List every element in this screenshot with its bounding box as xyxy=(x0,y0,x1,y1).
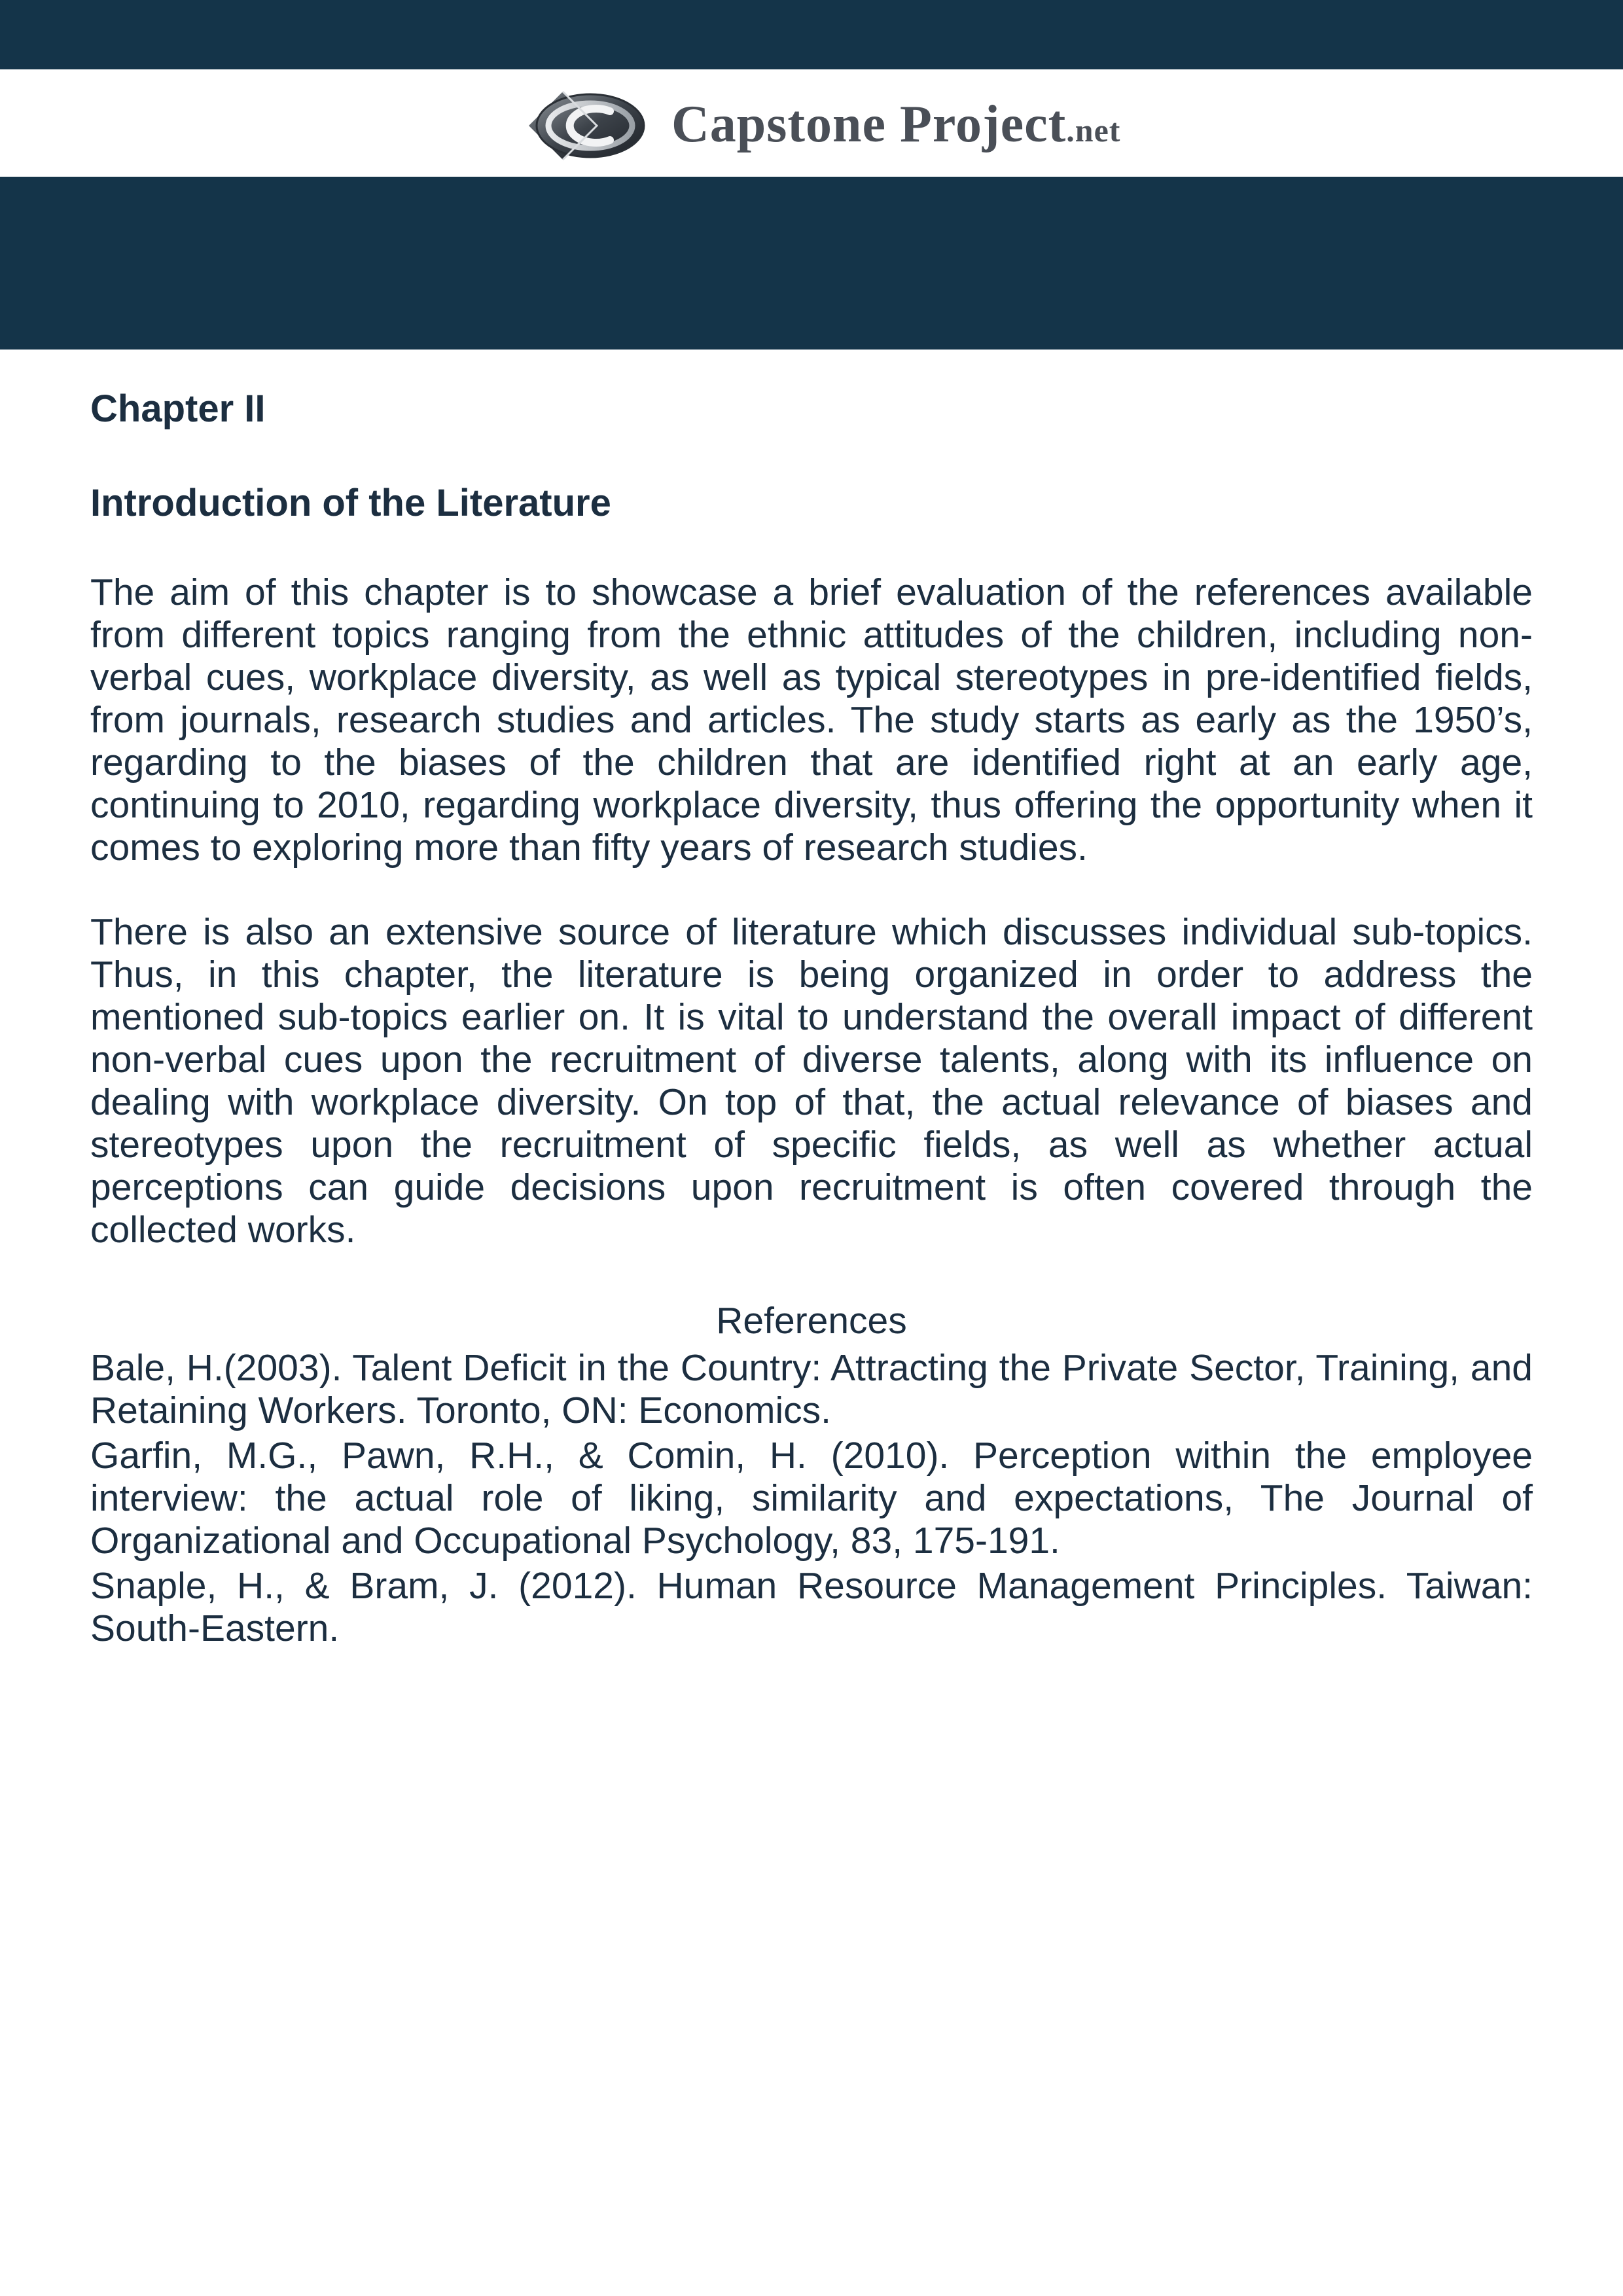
paragraph: The aim of this chapter is to showcase a brief evaluation of the references available from different topics ranging from the ethnic attitudes of the children, including non-verbal cues, workplace diversity, as well as typical stereotypes in pre-identified fields, from journals, research studies and articles. The study starts as early as the 1950’s, regarding to the biases of the children that are identified right at an early age, continuing to 2010, regarding workplace diversity, thus offering the opportunity when it comes to exploring more than fifty years of research studies. xyxy=(90,571,1533,869)
top-header-bar xyxy=(0,0,1623,69)
paragraph: There is also an extensive source of literature which discusses individual sub-topics. Thus, in this chapter, the literature is being organized in order to address the mentioned sub-topics earlier on. It is vital to understand the overall impact of different non-verbal cues upon the recruitment of diverse talents, along with its influence on dealing with workplace diversity. On top of that, the actual relevance of biases and stereotypes upon the recruitment of specific fields, as well as whether actual perceptions can guide decisions upon recruitment is often covered through the collected works. xyxy=(90,911,1533,1251)
reference-entry: Garfin, M.G., Pawn, R.H., & Comin, H. (2010). Perception within the employee interview: the actual role of liking, similarity and expectations, The Journal of Organizational and Occupational Psychology, 83, 175-191. xyxy=(90,1435,1533,1562)
brand-wordmark xyxy=(671,95,1120,154)
capstone-logo-icon xyxy=(524,79,648,170)
header-banner xyxy=(0,177,1623,350)
reference-entry: Snaple, H., & Bram, J. (2012). Human Resource Management Principles. Taiwan: South-Eastern. xyxy=(90,1565,1533,1649)
brand-name: Capstone Project xyxy=(671,95,1067,153)
references-heading: References xyxy=(716,1300,907,1342)
document-body xyxy=(90,383,1533,1650)
brand-suffix: .net xyxy=(1066,111,1121,149)
brand-logo[interactable] xyxy=(524,79,1120,170)
section-title: Introduction of the Literature xyxy=(90,482,611,524)
reference-entry: Bale, H.(2003). Talent Deficit in the Country: Attracting the Private Sector, Training, and Retaining Workers. Toronto, ON: Economics. xyxy=(90,1347,1533,1431)
chapter-heading: Chapter II xyxy=(90,387,266,430)
